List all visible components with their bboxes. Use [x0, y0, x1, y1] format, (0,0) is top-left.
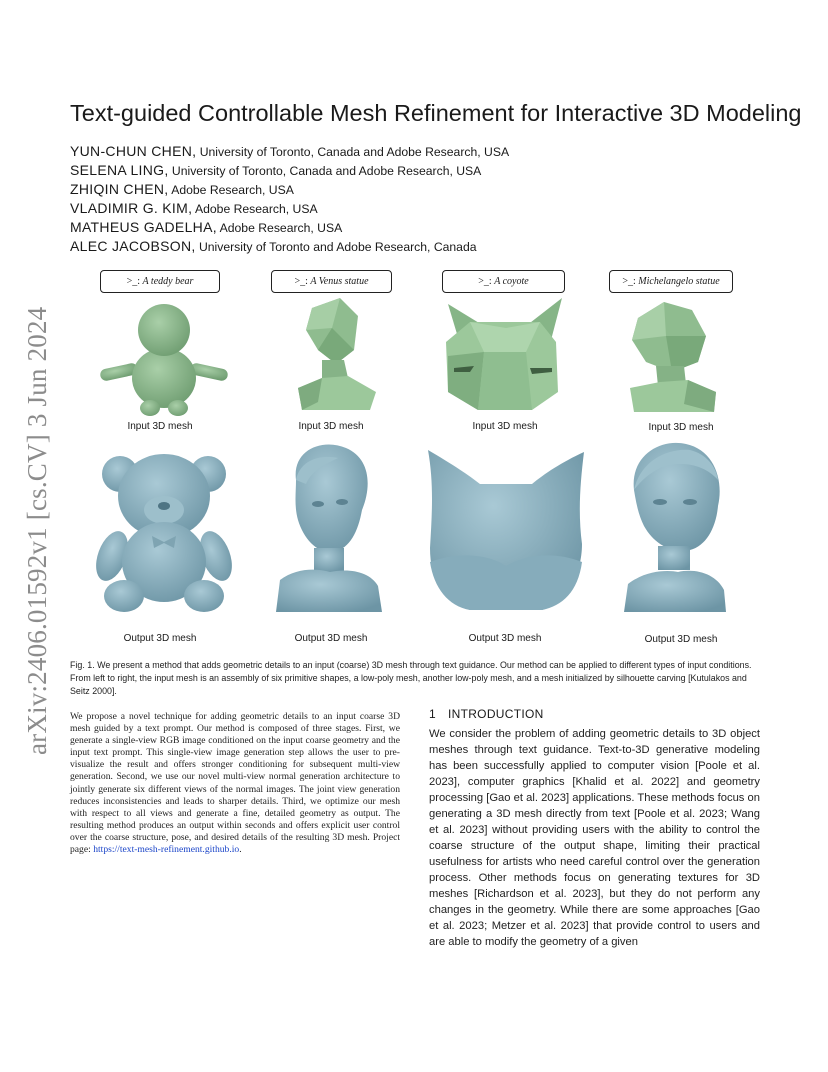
section-number: 1: [429, 707, 436, 721]
input-mesh-label: Input 3D mesh: [298, 421, 364, 432]
prompt-box-coyote: [442, 270, 565, 293]
paper-title: Text-guided Controllable Mesh Refinement for Interactive 3D Modeling: [70, 100, 802, 126]
author-line: [70, 199, 770, 218]
author-affiliation: Adobe Research, USA: [168, 183, 294, 197]
prompt-text: A coyote: [494, 276, 529, 287]
author-name: ZHIQIN CHEN,: [70, 181, 169, 197]
output-mesh-label: Output 3D mesh: [123, 633, 197, 644]
prompt-prefix: >_:: [622, 276, 639, 287]
section-heading: [429, 707, 544, 721]
author-name: YUN-CHUN CHEN,: [70, 143, 197, 159]
author-name: SELENA LING,: [70, 162, 169, 178]
input-mesh-label: Input 3D mesh: [127, 421, 193, 432]
arxiv-watermark: arXiv:2406.01592v1 [cs.CV] 3 Jun 2024: [22, 306, 52, 755]
prompt-box-teddy-bear: [100, 270, 220, 293]
input-mesh-label: Input 3D mesh: [648, 422, 714, 433]
author-line: [70, 237, 770, 256]
prompt-box-venus-statue: [271, 270, 392, 293]
prompt-box-michelangelo-statue: [609, 270, 733, 293]
prompt-text: A Venus statue: [310, 276, 369, 287]
author-line: [70, 218, 770, 237]
venus-statue-output-mesh: [266, 440, 386, 612]
abstract-link-suffix: .: [239, 844, 242, 856]
prompt-text: Michelangelo statue: [638, 276, 720, 287]
author-line: [70, 180, 770, 199]
author-line: [70, 161, 770, 180]
figure-caption: Fig. 1. We present a method that adds geometric details to an input (coarse) 3D mesh through text guidance. Our method can be applied to different types of input conditions. From left to right, the input mesh is an assembly of six primitive shapes, a low-poly mesh, another low-poly mesh, and a mesh initialized by silhouette carving [Kutulakos and Seitz 2000].: [70, 660, 752, 696]
introduction-paragraph: We consider the problem of adding geometric details to 3D object meshes through text guidance. Text-to-3D generative modeling has been successfully applied to computer vision [Poole et al. 2023], computer graphics [Khalid et al. 2022] and geometry processing [Gao et al. 2023] applications. These methods focus on generating a 3D mesh directly from text [Poole et al. 2023; Wang et al. 2023] without providing users with the ability to control the coarse structure of the output shape, limiting their practical usefulness for artists who need careful control over the generation process. Other methods focus on generating textures for 3D meshes [Richardson et al. 2023], but they do not perform any changes in the geometry. While there are some approaches [Gao et al. 2023; Metzer et al. 2023] that provide control to users and are able to modify the geometry of a given: [429, 728, 760, 948]
input-mesh-label: Input 3D mesh: [472, 421, 538, 432]
output-mesh-label: Output 3D mesh: [644, 634, 718, 645]
michelangelo-statue-output-mesh: [620, 440, 730, 612]
section-title: INTRODUCTION: [447, 707, 544, 721]
author-list: [70, 142, 770, 256]
author-affiliation: Adobe Research, USA: [192, 202, 318, 216]
author-affiliation: University of Toronto and Adobe Research, Canada: [195, 240, 477, 254]
author-name: ALEC JACOBSON,: [70, 238, 196, 254]
teaser-figure: [70, 268, 770, 648]
abstract-text: We propose a novel technique for adding geometric details to an input coarse 3D mesh guided by a text prompt. Our method is composed of three stages. First, we generate a single-view RGB image conditioned on the input coarse geometry and the input text prompt. This single-view image generation step allows the user to pre-visualize the result and offers stronger conditioning for subsequent multi-view generation. Second, we use our novel multi-view normal generation architecture to jointly generate six different views of the normal images. The joint view generation reduces inconsistencies and leads to sharper details. Third, we optimize our mesh with respect to all views and generate a fine, detailed geometry as output. The resulting method produces an output within seconds and offers explicit user control over the coarse structure, pose, and desired details of the resulting 3D mesh. Project page:: [70, 711, 400, 856]
author-affiliation: University of Toronto, Canada and Adobe Research, USA: [196, 145, 510, 159]
author-name: VLADIMIR G. KIM,: [70, 200, 193, 216]
coyote-input-mesh: [440, 296, 570, 414]
prompt-prefix: >_:: [294, 276, 311, 287]
author-affiliation: Adobe Research, USA: [216, 221, 343, 235]
venus-statue-input-mesh: [292, 298, 382, 413]
teddy-bear-input-mesh: [98, 300, 230, 418]
author-line: [70, 142, 770, 161]
output-mesh-label: Output 3D mesh: [468, 633, 542, 644]
prompt-prefix: >_:: [126, 276, 143, 287]
output-mesh-label: Output 3D mesh: [294, 633, 368, 644]
prompt-prefix: >_:: [478, 276, 495, 287]
abstract: [70, 711, 400, 856]
author-name: MATHEUS GADELHA,: [70, 219, 217, 235]
coyote-output-mesh: [422, 444, 590, 614]
teddy-bear-output-mesh: [94, 444, 234, 616]
prompt-text: A teddy bear: [142, 276, 194, 287]
author-affiliation: University of Toronto, Canada and Adobe Research, USA: [168, 164, 482, 178]
michelangelo-statue-input-mesh: [626, 300, 722, 415]
project-page-link[interactable]: https://text-mesh-refinement.github.io: [93, 844, 240, 856]
